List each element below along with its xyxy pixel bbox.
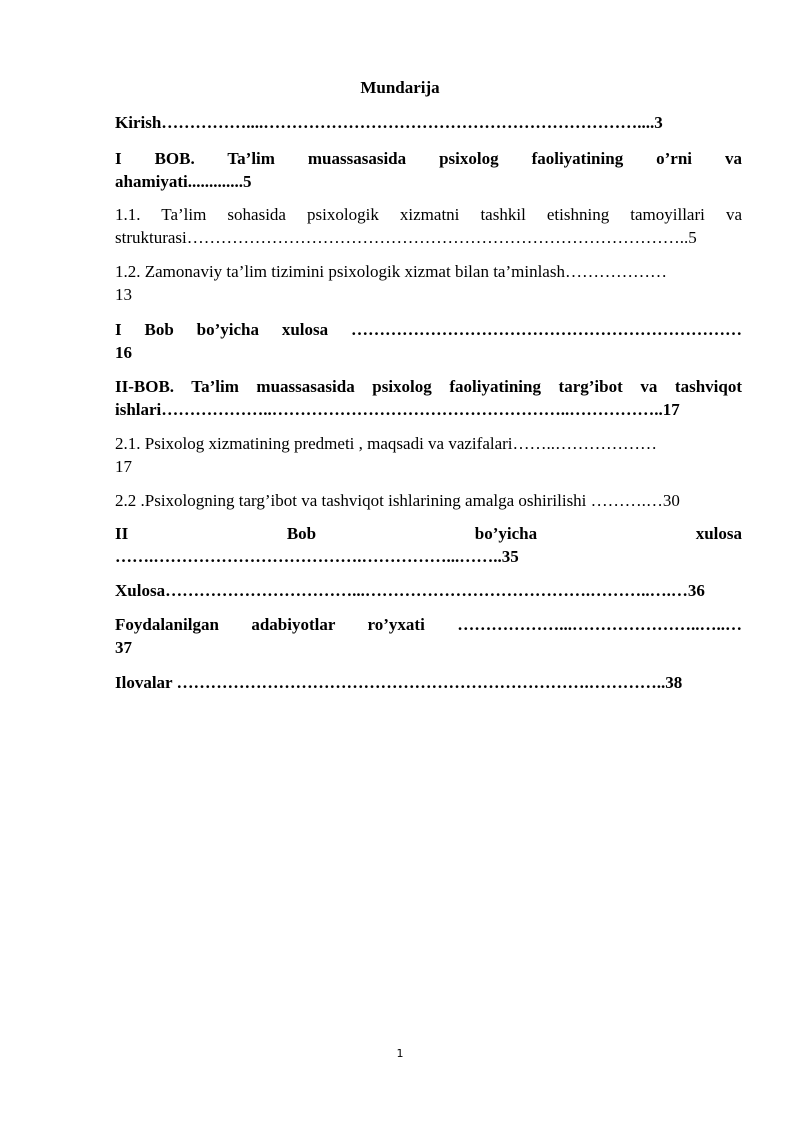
toc-entry-1-1-line1: 1.1. Ta’lim sohasida psixologik xizmatni tashkil etishning tamoyillari va	[115, 205, 742, 224]
toc-entry-chapter-1-line1: I BOB. Ta’lim muassasasida psixolog faoliyatining o’rni va	[115, 149, 742, 168]
toc-entry-references-line2: 37	[115, 638, 132, 657]
toc-title: Mundarija	[360, 78, 440, 97]
toc-entry-kirish: Kirish……………....…………………………………………………………....3	[115, 113, 663, 132]
toc-entry-chapter-2-conclusion-line1: II Bob bo’yicha xulosa	[115, 524, 742, 543]
toc-entry-chapter-1-line2: ahamiyati.............5	[115, 172, 252, 191]
toc-entry-2-2: 2.2 .Psixologning targ’ibot va tashviqot ishlarining amalga oshirilishi ……….…30	[115, 491, 680, 510]
toc-entry-chapter-1-conclusion-line2: 16	[115, 343, 132, 362]
page-number: 1	[396, 1047, 404, 1060]
toc-entry-chapter-2-conclusion-line2: …….……………………………….……………...……..35	[115, 547, 519, 566]
toc-entry-xulosa: Xulosa……………………………...………………………………….………..….…36	[115, 581, 705, 600]
toc-entry-1-1-line2: strukturasi……………………………………………………………………………..5	[115, 228, 697, 247]
toc-entry-1-2-line1: 1.2. Zamonaviy ta’lim tizimini psixologik xizmat bilan ta’minlash………………	[115, 262, 667, 281]
toc-entry-chapter-1-conclusion-line1: I Bob bo’yicha xulosa ……………………………………………………………	[115, 320, 742, 339]
toc-entry-chapter-2-line1: II-BOB. Ta’lim muassasasida psixolog faoliyatining targ’ibot va tashviqot	[115, 377, 742, 396]
toc-entry-references-line1: Foydalanilgan adabiyotlar ro’yxati ………………...…………………..…..…	[115, 615, 742, 634]
toc-entry-2-1-line2: 17	[115, 457, 132, 476]
toc-entry-1-2-line2: 13	[115, 285, 132, 304]
toc-entry-2-1-line1: 2.1. Psixolog xizmatining predmeti , maqsadi va vazifalari……..………………	[115, 434, 658, 453]
toc-entry-chapter-2-line2: ishlari………………..……………………………………………..……………..17	[115, 400, 680, 419]
toc-entry-ilovalar: Ilovalar ……………………………………………………………….…………..38	[115, 673, 683, 692]
